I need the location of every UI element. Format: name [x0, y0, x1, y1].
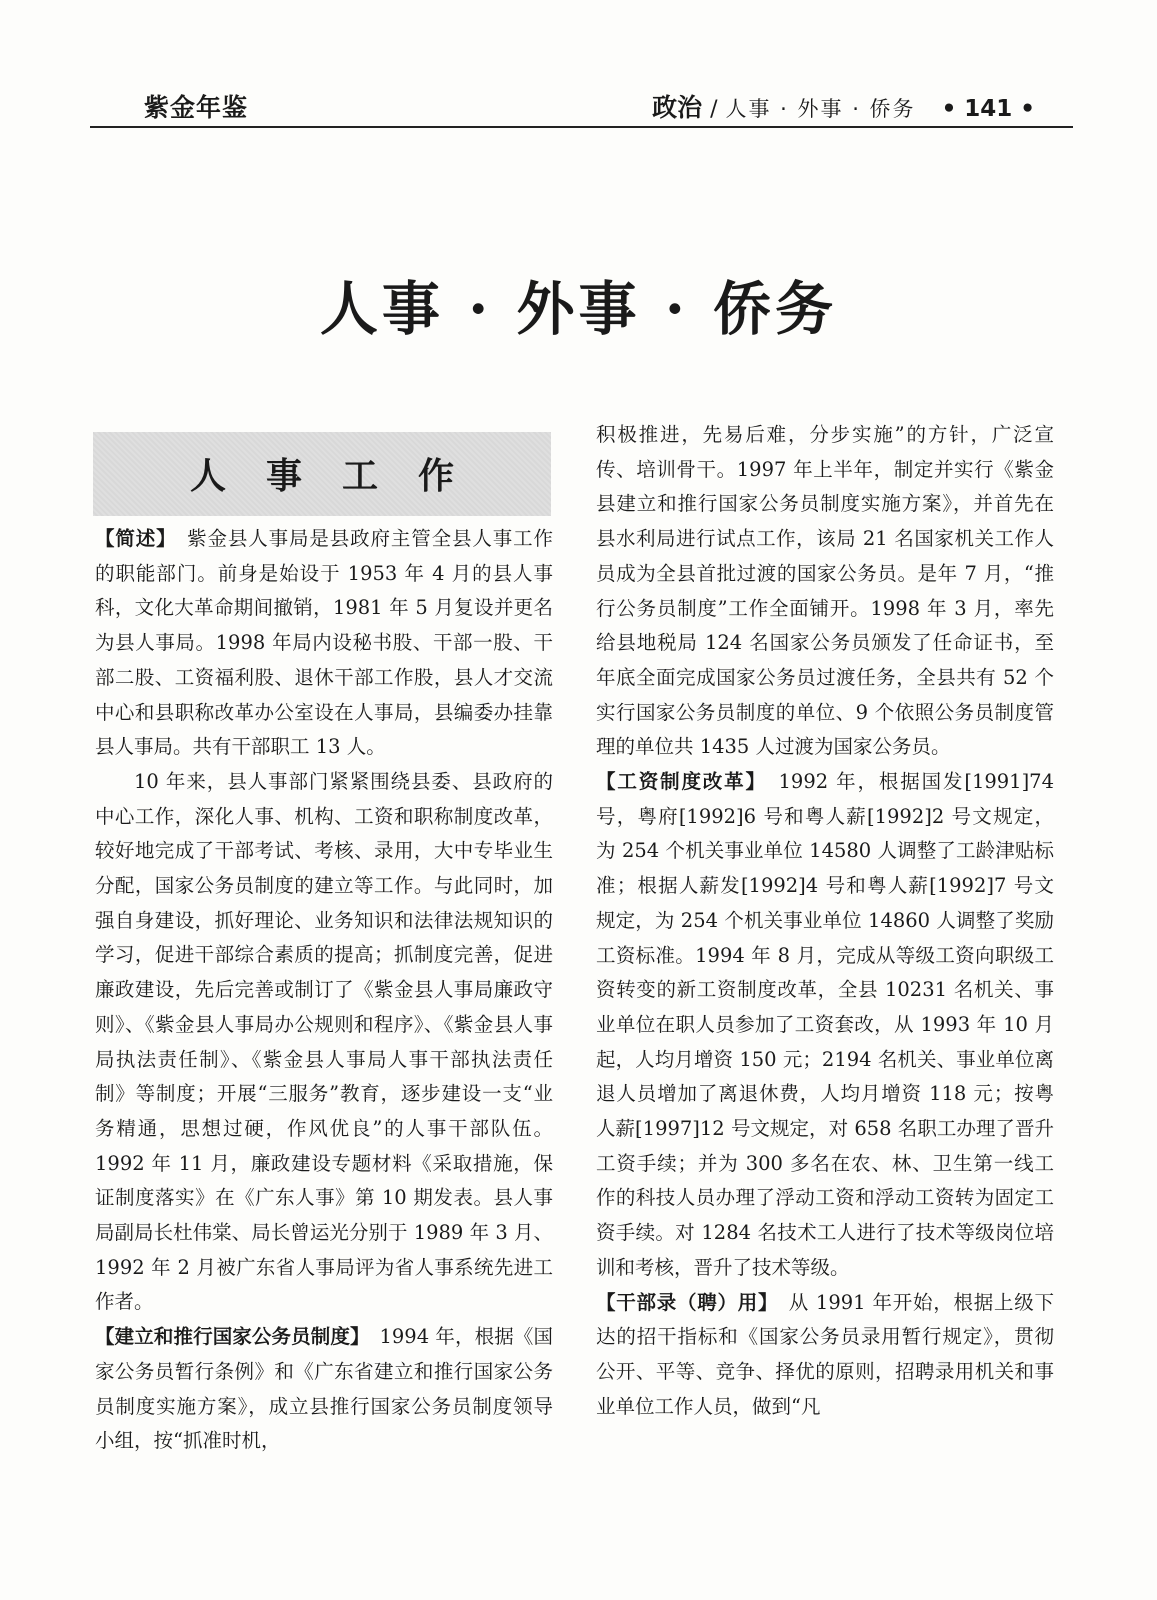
paragraph-cadre-recruitment: [596, 1286, 1054, 1425]
paragraph-text: 1992 年，根据国发[1991]74 号，粤府[1992]6 号和粤人薪[1992]2 号文规定，为 254 个机关事业单位 14580 人调整了工龄津贴标准；根据人薪发[1992]4 号和粤人薪[1992]7 号文规定，为 254 个机关事业单位 14860 人调整了奖励工资标准。1994 年 8 月，完成从等级工资向职级工资转变的新工资制度改革，全县 10231 名机关、事业单位在职人员参加了工资套改，从 1993 年 10 月起，人均月增资 150 元；2194 名机关、事业单位离退人员增加了离退休费，人均月增资 118 元；按粤人薪[1997]12 号文规定，对 658 名职工办理了晋升工资手续；并为 300 多名在农、林、卫生第一线工作的科技人员办理了浮动工资和浮动工资转为固定工资手续。对 1284 名技术工人进行了技术等级岗位培训和考核，晋升了技术等级。: [596, 770, 1054, 1279]
paragraph-civil-servant-system: [95, 1320, 553, 1459]
page-number: • 141 •: [941, 96, 1035, 122]
paragraph-wage-reform: [596, 765, 1054, 1286]
header-subsection: 人事 · 外事 · 侨务: [725, 97, 916, 121]
paragraph-text: 从 1991 年开始，根据上级下达的招干指标和《国家公务员录用暂行规定》，贯彻公开、平等、竞争、择优的原则，招聘录用机关和事业单位工作人员，做到“凡: [596, 1290, 1054, 1418]
header-rule: [90, 126, 1073, 128]
left-column: [95, 522, 553, 1459]
chapter-title: 人事 · 外事 · 侨务: [319, 275, 838, 343]
running-header-book-title: 紫金年鉴: [144, 93, 249, 122]
paragraph-ten-years: 10 年来，县人事部门紧紧围绕县委、县政府的中心工作，深化人事、机构、工资和职称制度改革，较好地完成了干部考试、考核、录用，大中专毕业生分配，国家公务员制度的建立等工作。与此同时，加强自身建设，抓好理论、业务知识和法律法规知识的学习，促进干部综合素质的提高；抓制度完善，促进廉政建设，先后完善或制订了《紫金县人事局廉政守则》、《紫金县人事局办公规则和程序》、《紫金县人事局执法责任制》、《紫金县人事局人事干部执法责任制》等制度；开展“三服务”教育，逐步建设一支“业务精通，思想过硬，作风优良”的人事干部队伍。1992 年 11 月，廉政建设专题材料《采取措施，保证制度落实》在《广东人事》第 10 期发表。县人事局副局长杜伟棠、局长曾运光分别于 1989 年 3 月、1992 年 2 月被广东省人事局评为省人事系统先进工作者。: [95, 769, 553, 1314]
paragraph-heading: 【简述】: [95, 527, 167, 550]
paragraph-heading: 【干部录（聘）用】: [596, 1290, 769, 1314]
paragraph-heading: 【工资制度改革】: [596, 770, 758, 794]
running-header-section: [652, 88, 1035, 124]
paragraph-overview: [95, 522, 553, 765]
paragraph-text: 紫金县人事局是县政府主管全县人事工作的职能部门。前身是始设于 1953 年 4 月的县人事科，文化大革命期间撤销，1981 年 5 月复设并更名为县人事局。1998 年局内设秘书股、干部一股、干部二股、工资福利股、退休干部工作股，县人才交流中心和县职称改革办公室设在人事局，县编委办挂靠县人事局。共有干部职工 13 人。: [95, 527, 553, 759]
header-separator: /: [710, 97, 718, 122]
right-column: [596, 418, 1054, 1424]
header-section-name: 政治: [652, 93, 703, 122]
section-title: 人事工作: [189, 455, 494, 497]
paragraph-civil-servant-continued: 积极推进，先易后难，分步实施”的方针，广泛宣传、培训骨干。1997 年上半年，制定并实行《紫金县建立和推行国家公务员制度实施方案》，并首先在县水利局进行试点工作，该局 21 名国家机关工作人员成为全县首批过渡的国家公务员。是年 7 月，“推行公务员制度”工作全面铺开。1998 年 3 月，率先给县地税局 124 名国家公务员颁发了任命证书，至年底全面完成国家公务员过渡任务，全县共有 52 个实行国家公务员制度的单位、9 个依照公务员制度管理的单位共 1435 人过渡为国家公务员。: [596, 423, 1054, 759]
paragraph-heading: 【建立和推行国家公务员制度】: [95, 1325, 360, 1349]
paragraph-text: 1994 年，根据《国家公务员暂行条例》和《广东省建立和推行国家公务员制度实施方案》，成立县推行国家公务员制度领导小组，按“抓准时机，: [95, 1325, 553, 1453]
